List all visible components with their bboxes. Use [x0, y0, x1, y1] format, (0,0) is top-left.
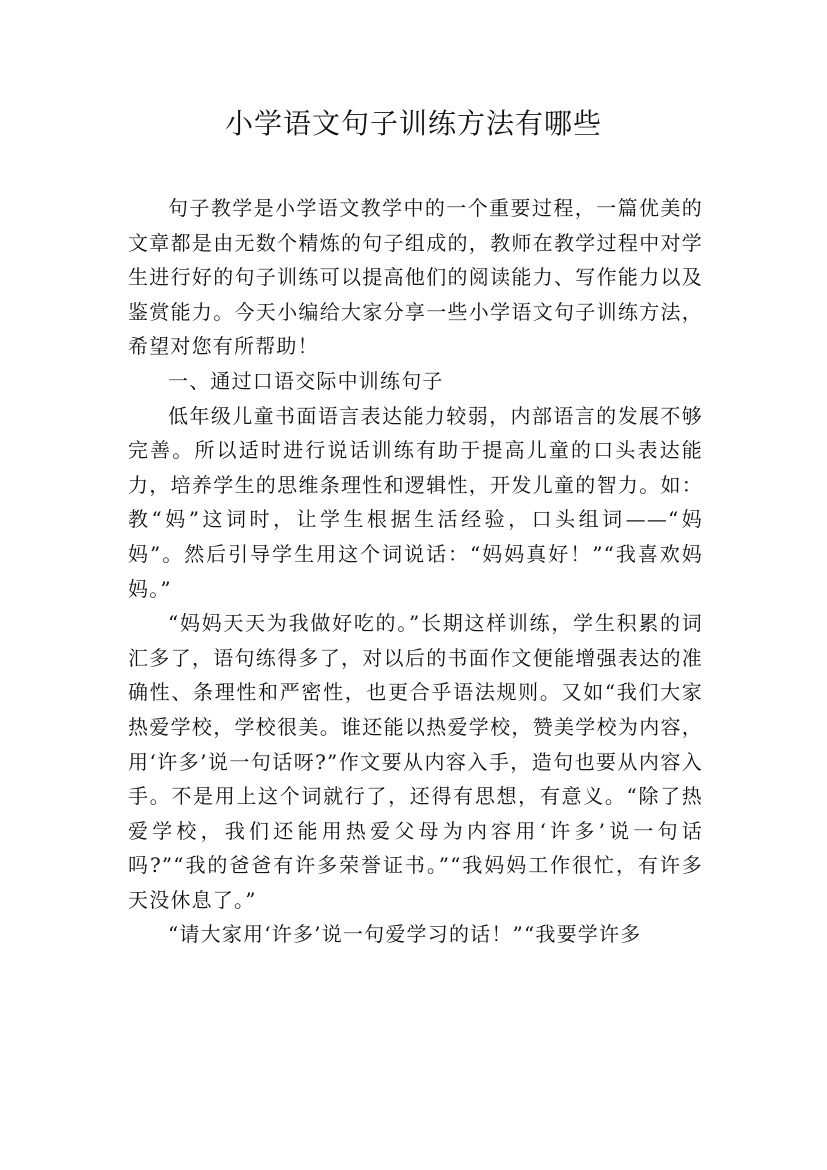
document-title: 小学语文句子训练方法有哪些	[224, 107, 602, 140]
paragraph-examples: “妈妈天天为我做好吃的。”长期这样训练，学生积累的词汇多了，语句练得多了，对以后的书面作文便能增强表达的准确性、条理性和严密性，也更合乎语法规则。又如“我们大家热爱学校，学校很美。谁还能以热爱学校，赞美学校为内容，用‘许多’说一句话呀?”作文要从内容入手，造句也要从内容入手。不是用上这个词就行了，还得有思想，有意义。“除了热爱学校，我们还能用热爱父母为内容用‘许多’说一句话吗?”“我的爸爸有许多荣誉证书。”“我妈妈工作很忙，有许多天没休息了。”	[128, 611, 703, 912]
document-body	[128, 191, 703, 952]
paragraph-continued: “请大家用‘许多’说一句爱学习的话！”“我要学许多	[168, 922, 642, 947]
paragraph-oral-training: 低年级儿童书面语言表达能力较弱，内部语言的发展不够完善。所以适时进行说话训练有助于提高儿童的口头表达能力，培养学生的思维条理性和逻辑性，开发儿童的智力。如：教“妈”这词时，让学生根据生活经验，口头组词——“妈妈”。然后引导学生用这个词说话：“妈妈真好！”“我喜欢妈妈。”	[128, 403, 703, 601]
paragraph-intro: 句子教学是小学语文教学中的一个重要过程，一篇优美的文章都是由无数个精炼的句子组成的，教师在教学过程中对学生进行好的句子训练可以提高他们的阅读能力、写作能力以及鉴赏能力。今天小编给大家分享一些小学语文句子训练方法，希望对您有所帮助！	[128, 196, 703, 359]
section-heading-1: 一、通过口语交际中训练句子	[168, 368, 444, 393]
